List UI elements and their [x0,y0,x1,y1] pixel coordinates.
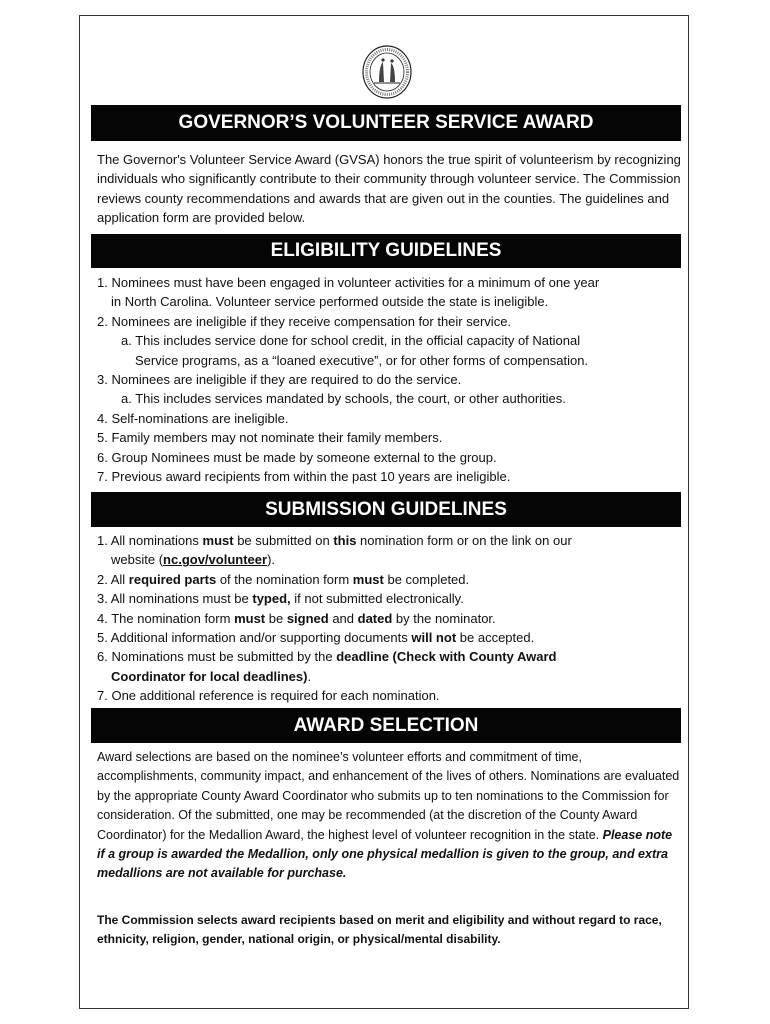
list-item: 1. All nominations must be submitted on this nomination form or on the link on our [97,533,572,548]
award-selection-paragraph: Award selections are based on the nominee’s volunteer efforts and commitment of time, accomplishments, community impact, and enhancement of the lives of others. Nominations are evaluated by the appropriate County Award Coordinator who submits up to ten nominations to the Commission for consideration. Of the submitted, one may be recommended (at the discretion of the County Award Coordinator) for the Medallion Award, the highest level of volunteer recognition in the state. Please note if a group is awarded the Medallion, only one physical medallion is given to the group, and extra medallions are not available for purchase. [97,750,680,881]
list-item: 6. Nominations must be submitted by the deadline (Check with County Award [97,649,557,665]
submission-heading: SUBMISSION GUIDELINES [265,499,507,520]
award-selection-banner [91,708,681,743]
list-item: a. This includes service done for school credit, in the official capacity of National [121,333,581,349]
eligibility-list [97,273,682,486]
state-seal-icon [350,42,424,102]
submission-list [97,531,682,706]
list-item: 5. Family members may not nominate their family members. [97,430,443,446]
medallion-note: Please note if a group is awarded the Medallion, only one physical medallion is given to the group, and extra medallions are not available for purchase. [97,827,673,881]
submission-banner [91,492,681,527]
list-item: 2. All required parts of the nomination form must be completed. [97,571,470,587]
list-item: a. This includes services mandated by schools, the court, or other authorities. [121,391,566,407]
volunteer-website-link[interactable]: nc.gov/volunteer [163,552,268,568]
intro-paragraph: The Governor's Volunteer Service Award (GVSA) honors the true spirit of volunteerism by recognizing individuals who significantly contribute to their community through volunteer service. The Commission reviews county recommendations and awards that are given out in the counties. The guidelines and application form are provided below. [97,152,681,226]
list-item: 5. Additional information and/or supporting documents will not be accepted. [97,630,535,646]
title-banner [91,105,681,141]
list-item: 7. Previous award recipients from within the past 10 years are ineligible. [97,469,511,485]
nondiscrimination-statement: The Commission selects award recipients based on merit and eligibility and without regard to race, ethnicity, religion, gender, national origin, or physical/mental disability. [97,913,662,946]
eligibility-heading: ELIGIBILITY GUIDELINES [270,240,502,261]
page-title: GOVERNOR’S VOLUNTEER SERVICE AWARD [178,112,594,133]
list-item: 2. Nominees are ineligible if they receive compensation for their service. [97,313,512,329]
list-item: 3. Nominees are ineligible if they are required to do the service. [97,372,462,388]
list-item: 3. All nominations must be typed, if not submitted electronically. [97,591,464,607]
list-item: Coordinator for local deadlines). [111,668,312,684]
list-item: 7. One additional reference is required for each nomination. [97,688,440,704]
list-item: in North Carolina. Volunteer service performed outside the state is ineligible. [111,294,549,310]
eligibility-banner [91,234,681,268]
list-item: Service programs, as a “loaned executive”, or for other forms of compensation. [135,352,589,368]
list-item: 6. Group Nominees must be made by someone external to the group. [97,449,497,465]
award-selection-heading: AWARD SELECTION [293,715,479,736]
list-item: 4. The nomination form must be signed and dated by the nominator. [97,610,496,626]
list-item: 1. Nominees must have been engaged in volunteer activities for a minimum of one year [97,275,600,290]
list-item: 4. Self-nominations are ineligible. [97,410,289,426]
list-item: website (nc.gov/volunteer). [111,552,276,568]
